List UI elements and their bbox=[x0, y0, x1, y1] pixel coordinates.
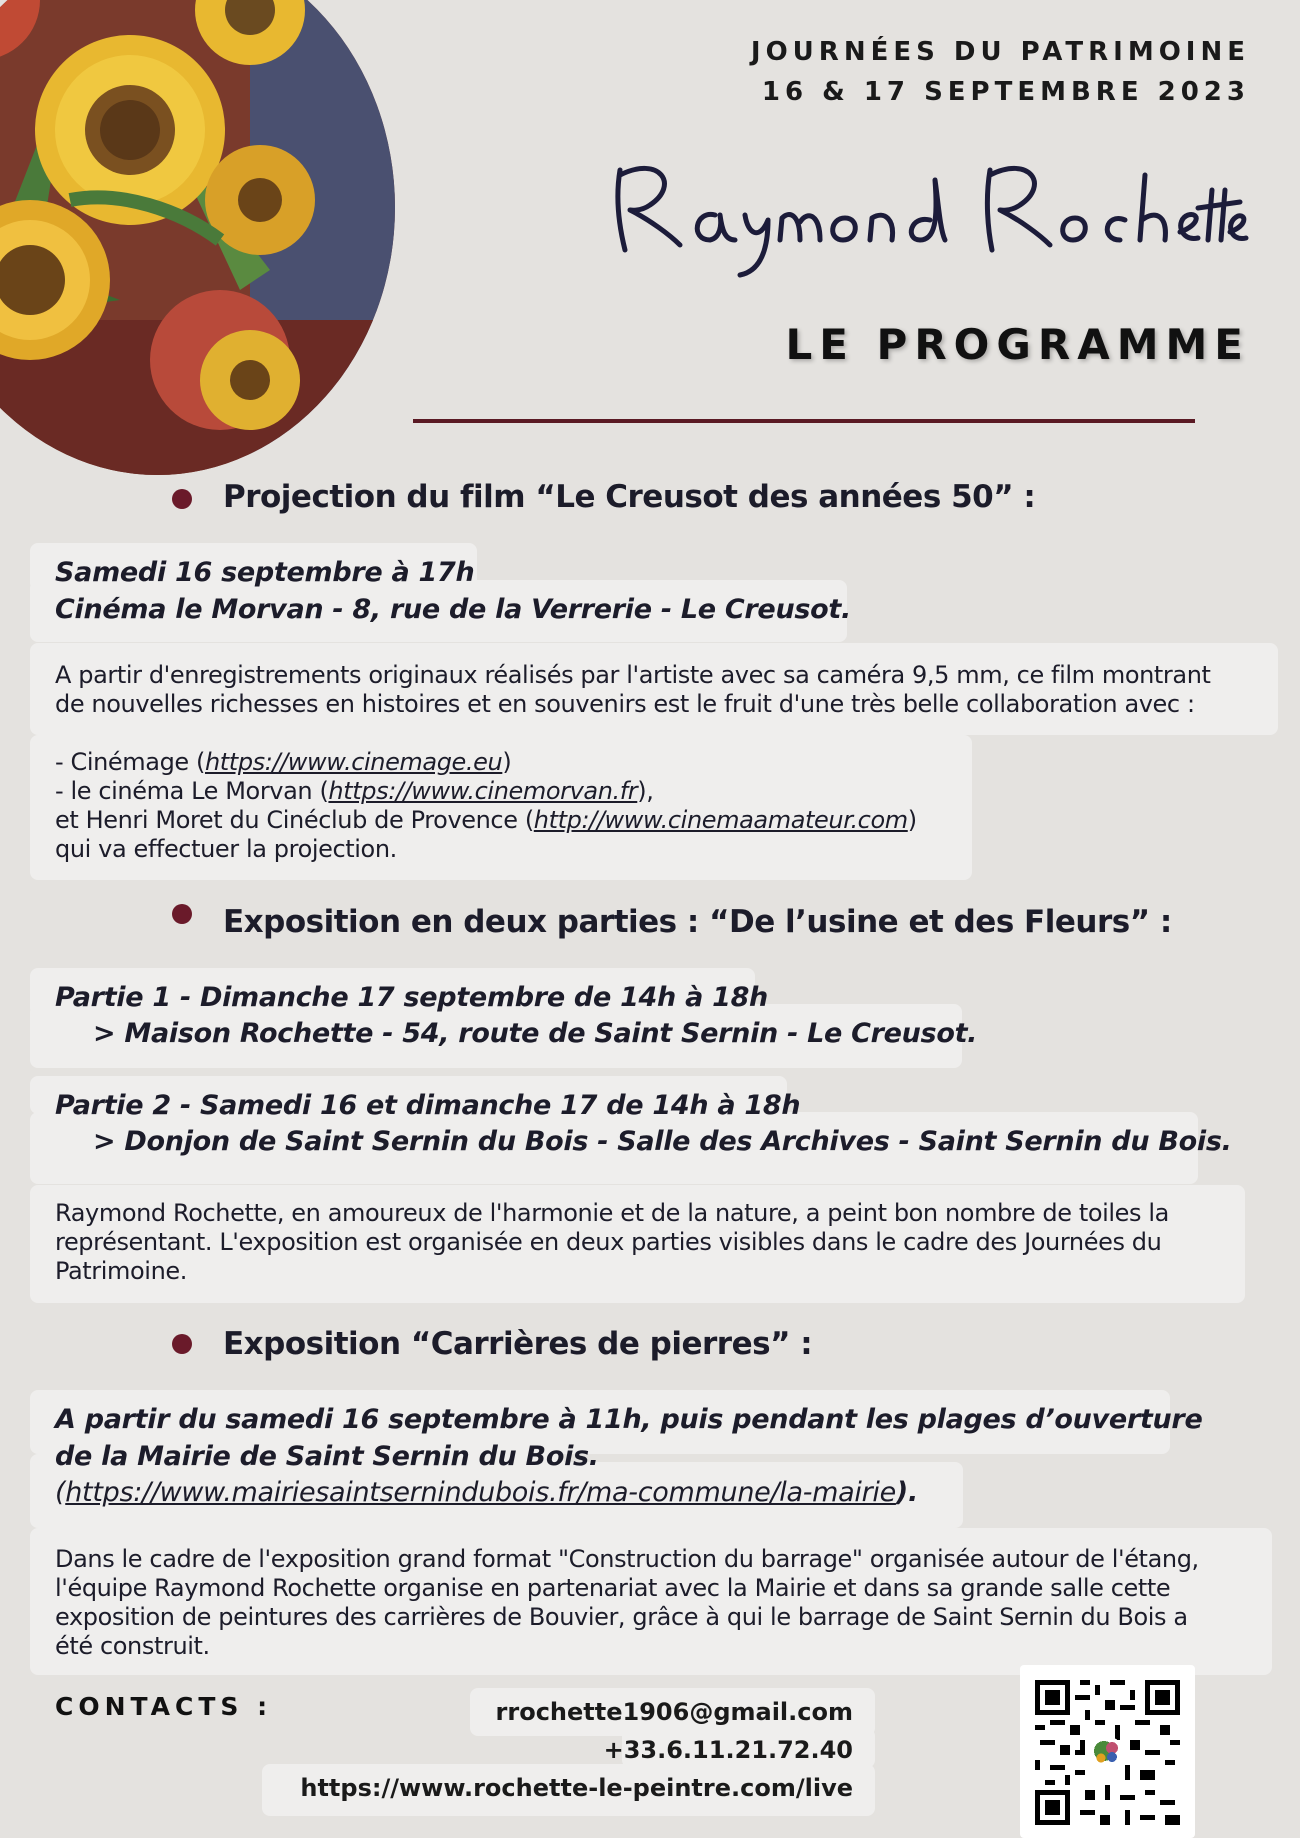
bullet-icon bbox=[172, 1334, 192, 1354]
film-description: de nouvelles richesses en histoires et en souvenirs est le fruit d'une très belle collaboration avec : bbox=[55, 690, 1195, 718]
text: ) bbox=[907, 806, 917, 834]
exposition-description: Patrimoine. bbox=[55, 1257, 187, 1285]
exposition-description: représentant. L'exposition est organisée en deux parties visibles dans le cadre des Journées du bbox=[55, 1228, 1162, 1256]
bullet-icon bbox=[172, 904, 192, 924]
part2-location: > Donjon de Saint Sernin du Bois - Salle des Archives - Saint Sernin du Bois. bbox=[93, 1126, 1232, 1157]
raymond-rochette-signature bbox=[600, 140, 1250, 290]
collaborator-cineclub bbox=[55, 806, 917, 834]
divider-rule bbox=[413, 419, 1195, 423]
collaborator-cinemage bbox=[55, 748, 511, 776]
event-dates: 16 & 17 SEPTEMBRE 2023 bbox=[761, 77, 1250, 107]
highlight-box bbox=[30, 643, 1278, 735]
carrieres-description: l'équipe Raymond Rochette organise en partenariat avec la Mairie et dans sa grande salle cette bbox=[55, 1574, 1171, 1602]
sunflowers-image bbox=[0, 0, 395, 475]
carrieres-date: A partir du samedi 16 septembre à 11h, puis pendant les plages d’ouverture bbox=[55, 1404, 1203, 1435]
text: ). bbox=[895, 1477, 918, 1508]
carrieres-description: Dans le cadre de l'exposition grand format "Construction du barrage" organisée autour de l'étang, bbox=[55, 1545, 1199, 1573]
section-heading-carrieres: Exposition “Carrières de pierres” : bbox=[223, 1326, 813, 1362]
sunflowers-painting bbox=[0, 0, 395, 475]
carrieres-description: été construit. bbox=[55, 1632, 210, 1660]
carrieres-location: de la Mairie de Saint Sernin du Bois. bbox=[55, 1441, 599, 1472]
text: ) bbox=[502, 748, 512, 776]
film-date: Samedi 16 septembre à 17h bbox=[55, 557, 475, 588]
section-heading-exposition: Exposition en deux parties : “De l’usine et des Fleurs” : bbox=[223, 904, 1172, 940]
film-projection-note: qui va effectuer la projection. bbox=[55, 835, 397, 863]
contact-website[interactable]: https://www.rochette-le-peintre.com/live bbox=[300, 1774, 853, 1802]
part2-date: Partie 2 - Samedi 16 et dimanche 17 de 14h à 18h bbox=[55, 1090, 801, 1121]
event-title bbox=[751, 32, 1250, 112]
text: - Cinémage ( bbox=[55, 748, 205, 776]
program-title: LE PROGRAMME bbox=[785, 320, 1250, 369]
cinemorvan-link[interactable]: https://www.cinemorvan.fr bbox=[328, 777, 638, 805]
part1-date: Partie 1 - Dimanche 17 septembre de 14h à 18h bbox=[55, 982, 768, 1013]
film-description: A partir d'enregistrements originaux réalisés par l'artiste avec sa caméra 9,5 mm, ce film montrant bbox=[55, 661, 1211, 689]
cinemage-link[interactable]: https://www.cinemage.eu bbox=[204, 748, 503, 776]
mairie-link[interactable]: https://www.mairiesaintsernindubois.fr/ma-commune/la-mairie bbox=[65, 1477, 896, 1508]
bullet-icon bbox=[172, 489, 192, 509]
text: et Henri Moret du Cinéclub de Provence ( bbox=[55, 806, 534, 834]
carrieres-description: exposition de peintures des carrières de Bouvier, grâce à qui le barrage de Saint Sernin du Bois a bbox=[55, 1603, 1188, 1631]
contacts-label: CONTACTS : bbox=[55, 1692, 273, 1721]
contact-phone[interactable]: +33.6.11.21.72.40 bbox=[603, 1736, 853, 1764]
part1-location: > Maison Rochette - 54, route de Saint Sernin - Le Creusot. bbox=[93, 1018, 978, 1049]
film-location: Cinéma le Morvan - 8, rue de la Verrerie - Le Creusot. bbox=[55, 594, 851, 625]
contact-email[interactable]: rrochette1906@gmail.com bbox=[495, 1698, 853, 1726]
text: ( bbox=[55, 1477, 66, 1508]
collaborator-morvan bbox=[55, 777, 653, 805]
text: - le cinéma Le Morvan ( bbox=[55, 777, 329, 805]
text: ), bbox=[637, 777, 654, 805]
mairie-link-line bbox=[55, 1477, 918, 1508]
event-name: JOURNÉES DU PATRIMOINE bbox=[750, 37, 1250, 67]
qr-code[interactable] bbox=[1020, 1665, 1195, 1838]
cinemaamateur-link[interactable]: http://www.cinemaamateur.com bbox=[533, 806, 908, 834]
exposition-description: Raymond Rochette, en amoureux de l'harmonie et de la nature, a peint bon nombre de toiles la bbox=[55, 1199, 1169, 1227]
section-heading-film: Projection du film “Le Creusot des années 50” : bbox=[223, 479, 1036, 515]
qr-code-icon bbox=[1035, 1680, 1180, 1825]
